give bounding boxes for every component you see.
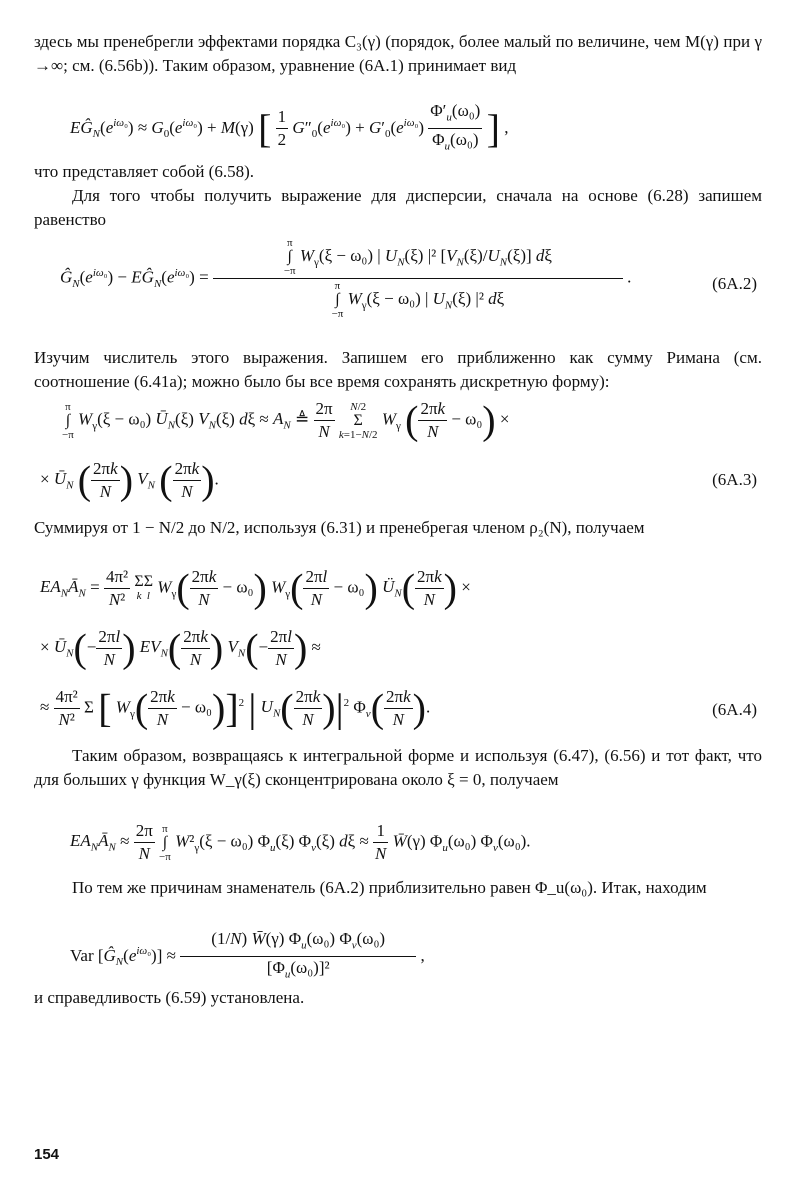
paragraph-6: Таким образом, возвращаясь к интегральной форме и используя (6.47), (6.56) и тот факт, что для больших γ функция W_γ(ξ) сконцентрирована около ξ = 0, получаем — [34, 746, 762, 789]
paragraph-7: По тем же причинам знаменатель (6A.2) приблизительно равен Φ_u(ω₀). Итак, находим — [72, 878, 707, 897]
equation-6a4-line2: × $Ū_N(-$ $\frac{2\pi l}{N}$ ) $EV_N$( $\frac{2\pi k}{N}$ ) $V_N(-$ $\frac{2\pi l}{N}$ ) ≈ — [40, 625, 321, 671]
page-number: 154 — [34, 1146, 60, 1163]
paragraph-4: Изучим числитель этого выражения. Запишем его приближенно как сумму Римана (см. соотношение (6.41a); можно было бы все время сохранять дискретную форму): — [34, 348, 762, 391]
paragraph-5: Суммируя от 1 − N/2 до N/2, используя (6.31) и пренебрегая членом ρ₂(N), получаем — [34, 518, 645, 537]
paragraph-3: Для того чтобы получить выражение для дисперсии, сначала на основе (6.28) запишем равенство — [34, 186, 762, 229]
equation-label-6a2: (6A.2) — [712, 274, 757, 293]
equation-6a4-line1: $EA_NĀ_N$ = $\frac{\text{4π²}}{\text{N²}}$ Σ k Σ l $W_\gamma$( $\frac{2\pi k}{N}$ − ω₀) $W_\gamma$( $\frac{2\pi l}{N}$ − ω₀) $Ü_N$( $\frac{2\pi k}{N}$ ) × — [40, 565, 471, 611]
equation-6a4-line3: ≈ $\frac{\text{4π²}}{\text{N²}}$ Σ [ $W_\gamma$( $\frac{2\pi k}{N}$ − ω₀)]$^2$ | $U_N$( $\frac{2\pi k}{N}$ )$|^2$ $\Phi_v$( $\frac{2\pi k}{N}$ ). — [40, 685, 431, 731]
equation-variance: Var $[Ĝ_N(e^{i\omega_0})]$ ≈ $\frac{(1/N) W̄(\gamma) \Phi_u(\omega_0) \Phi_v(\omega_0)}{[\Phi_u(\omega_0)]^2}$ , — [70, 929, 425, 981]
equation-integral-form: $EA_NĀ_N$ ≈ $\frac{2\pi}{N}$ π ∫ −π $W^2_\gamma(\xi - \omega_0)$ $\Phi_u(\xi)$ $\Phi_v(\xi) d\xi$ ≈ $\frac{1}{N}$ W̄(γ) $\Phi_u(\omega_0)$ $\Phi_v(\omega_0)$. — [70, 821, 531, 863]
equation-6a3-line1: π ∫ −π $W_\gamma(\xi - \omega_0)$ $Ū_N(\xi)$ $V_N(\xi) d\xi \approx A_N$ ≜ $\frac{2\pi}{N}$ N/2 Σ k=1−N/2 $W_\gamma$ ( $\frac{2\pi k}{N}$ − ω₀) × — [62, 397, 510, 443]
equation-main-result: $EĜ_N(e^{i\omega_0}) \approx G_0(e^{i\omega_0}) + M(\gamma)$ [ $\frac{1}{2}$ $G''_0(e^{i\omega_0}) + G'_0(e^{i\omega_0})$ $\frac{\Phi'_u(\omega_0)}{\Phi_u(\omega_0)}$ ] , — [70, 101, 509, 153]
paragraph-8: и справедливость (6.59) установлена. — [34, 988, 305, 1007]
paragraph-2: что представляет собой (6.58). — [34, 162, 254, 181]
paragraph-1: здесь мы пренебрегли эффектами порядка C₃(γ) (порядок, более малый по величине, чем M(γ) при γ →∞; см. (6.56b)). Таким образом, уравнение (6A.1) принимает вид — [34, 32, 762, 75]
equation-6a2: $Ĝ_N(e^{i\omega_0})$ − $EĜ_N(e^{i\omega_0})$ = π ∫ −π $W_\gamma(\xi - \omega_0)$ | $U_N(\xi)$ |² $[V_N(\xi)/U_N(\xi)]$ dξ π ∫ −π $W_\gamma(\xi - \omega_0)$ | $U_N(\xi)$ |² dξ . — [60, 237, 632, 320]
equation-label-6a4: (6A.4) — [712, 700, 757, 719]
equation-label-6a3: (6A.3) — [712, 470, 757, 489]
equation-6a3-line2: × $Ū_N$ ( $\frac{2\pi k}{N}$ ) $V_N$ ( $\frac{2\pi k}{N}$ ). — [40, 457, 219, 503]
